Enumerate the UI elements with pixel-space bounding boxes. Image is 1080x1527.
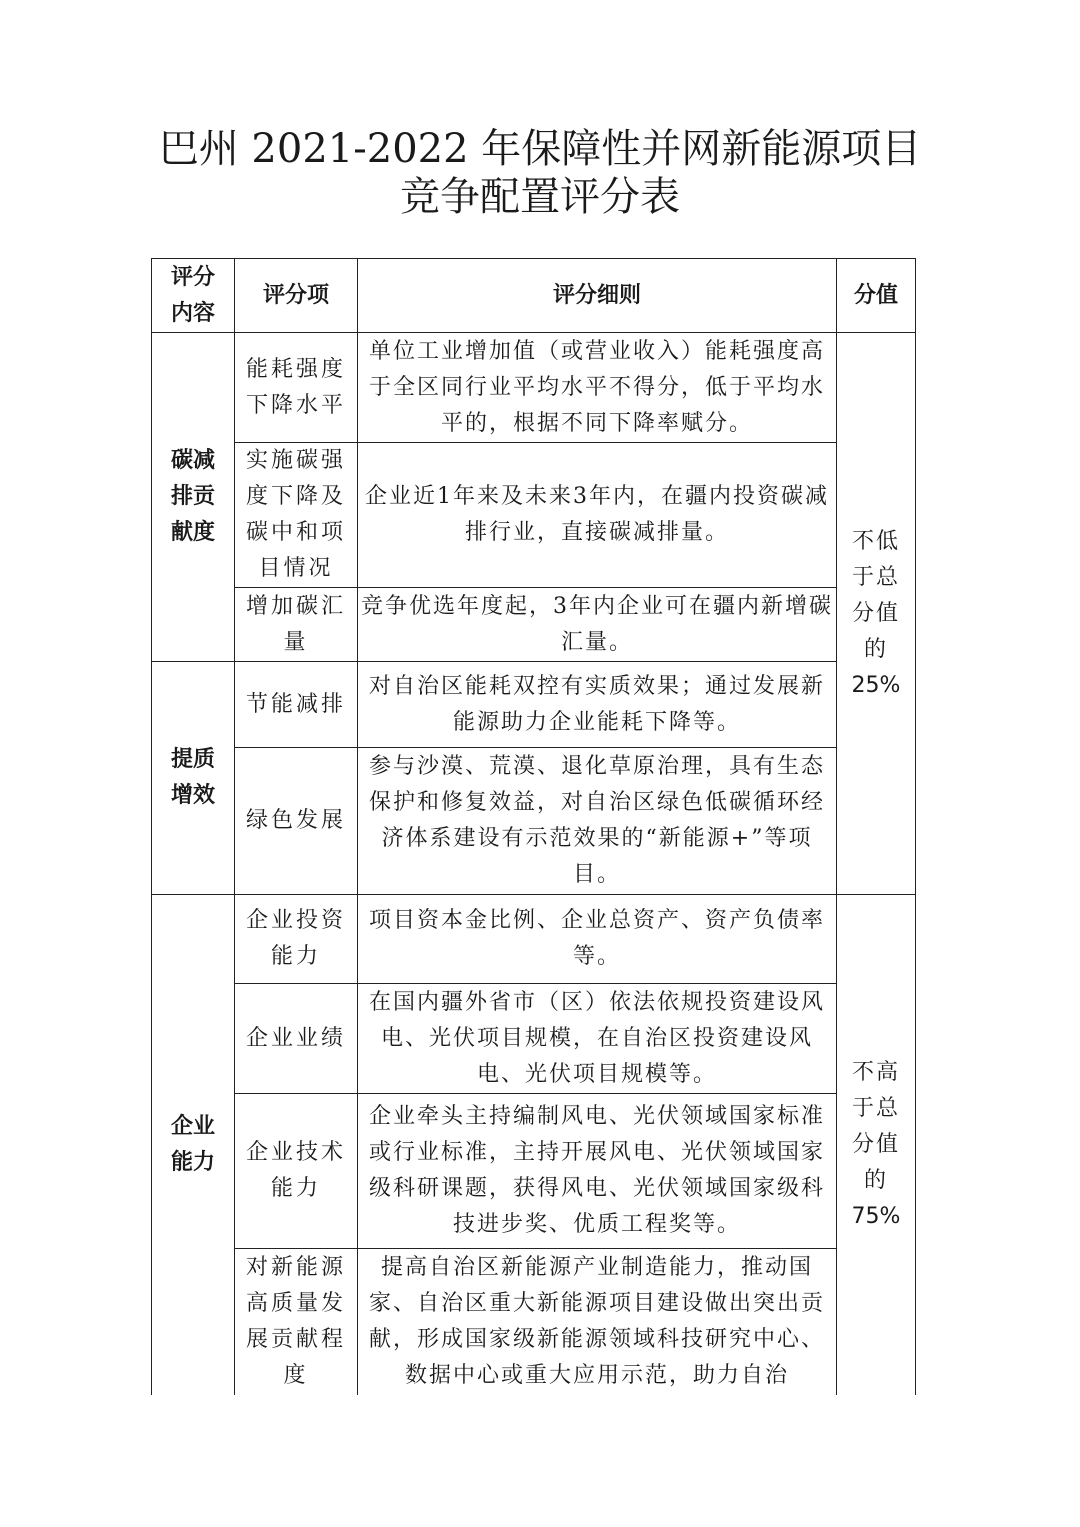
detail-cell: 竞争优选年度起，3年内企业可在疆内新增碳汇量。 <box>358 588 837 662</box>
score-group-1: 不低 于总 分值 的 25% <box>837 333 916 895</box>
detail-cell: 企业近1年来及未来3年内，在疆内投资碳减排行业，直接碳减排量。 <box>358 443 837 588</box>
table-row <box>152 748 916 895</box>
item-cell: 对新能源高质量发展贡献程度 <box>235 1249 358 1395</box>
table-row <box>152 984 916 1094</box>
item-cell: 增加碳汇量 <box>235 588 358 662</box>
header-score: 分值 <box>837 259 916 333</box>
scoring-table <box>151 258 916 1395</box>
category-quality: 提质增效 <box>152 662 235 895</box>
document-title-line2: 竞争配置评分表 <box>400 174 680 220</box>
table-row <box>152 333 916 443</box>
category-carbon: 碳减排贡献度 <box>152 333 235 662</box>
header-detail: 评分细则 <box>358 259 837 333</box>
table-header-row <box>152 259 916 333</box>
item-cell: 节能减排 <box>235 662 358 748</box>
item-cell: 企业投资能力 <box>235 895 358 984</box>
document-title-line1: 巴州 2021-2022 年保障性并网新能源项目 <box>158 126 922 172</box>
detail-cell: 参与沙漠、荒漠、退化草原治理，具有生态保护和修复效益，对自治区绿色低碳循环经济体系建设有示范效果的“新能源+”等项目。 <box>358 748 837 895</box>
header-item: 评分项 <box>235 259 358 333</box>
item-cell: 能耗强度下降水平 <box>235 333 358 443</box>
detail-cell: 企业牵头主持编制风电、光伏领域国家标准或行业标准，主持开展风电、光伏领域国家级科研课题，获得风电、光伏领域国家级科技进步奖、优质工程奖等。 <box>358 1094 837 1249</box>
table-row <box>152 1094 916 1249</box>
table-row <box>152 1249 916 1395</box>
item-cell: 绿色发展 <box>235 748 358 895</box>
category-capability: 企业能力 <box>152 895 235 1395</box>
item-cell: 企业业绩 <box>235 984 358 1094</box>
detail-cell: 单位工业增加值（或营业收入）能耗强度高于全区同行业平均水平不得分，低于平均水平的，根据不同下降率赋分。 <box>358 333 837 443</box>
detail-cell: 在国内疆外省市（区）依法依规投资建设风电、光伏项目规模，在自治区投资建设风电、光伏项目规模等。 <box>358 984 837 1094</box>
detail-cell: 提高自治区新能源产业制造能力，推动国家、自治区重大新能源项目建设做出突出贡献，形成国家级新能源领域科技研究中心、数据中心或重大应用示范，助力自治 <box>358 1249 837 1395</box>
table-row <box>152 895 916 984</box>
score-group-2: 不高 于总 分值 的 75% <box>837 895 916 1395</box>
table-row <box>152 588 916 662</box>
detail-cell: 项目资本金比例、企业总资产、资产负债率等。 <box>358 895 837 984</box>
item-cell: 企业技术能力 <box>235 1094 358 1249</box>
table-row <box>152 443 916 588</box>
detail-cell: 对自治区能耗双控有实质效果；通过发展新能源助力企业能耗下降等。 <box>358 662 837 748</box>
item-cell: 实施碳强度下降及碳中和项目情况 <box>235 443 358 588</box>
table-row <box>152 662 916 748</box>
header-content: 评分内容 <box>152 259 235 333</box>
